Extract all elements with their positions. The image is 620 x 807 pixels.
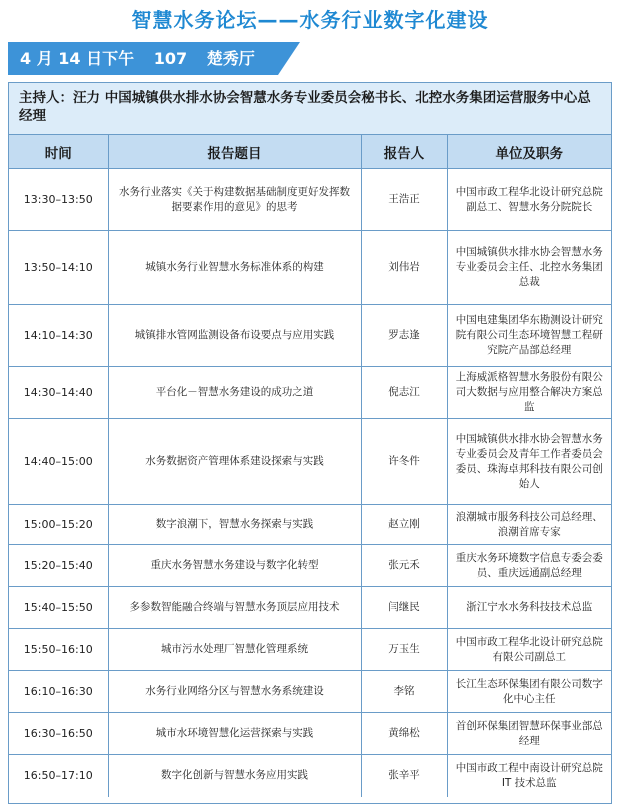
table-row [9,505,611,545]
session-room-name: 楚秀厅 [206,49,255,68]
cell-topic: 城镇排水管网监测设备布设要点与应用实践 [108,305,361,367]
cell-speaker: 张元禾 [361,545,447,587]
page-title: 智慧水务论坛——水务行业数字化建设 [131,8,489,32]
cell-time: 16:10–16:30 [9,671,108,713]
table-row [9,713,611,755]
cell-speaker: 李铭 [361,671,447,713]
cell-time: 16:50–17:10 [9,755,108,797]
session-room-number: 107 [153,49,188,68]
table-row [9,587,611,629]
host-info: 主持人：汪力 中国城镇供水排水协会智慧水务专业委员会秘书长、北控水务集团运营服务中心总经理 [9,83,611,135]
cell-org: 浪潮城市服务科技公司总经理、浪潮首席专家 [447,505,611,545]
cell-topic: 水务行业落实《关于构建数据基础制度更好发挥数据要素作用的意见》的思考 [108,169,361,231]
cell-time: 13:50–14:10 [9,231,108,305]
cell-org: 中国市政工程华北设计研究总院副总工、智慧水务分院院长 [447,169,611,231]
session-date: 4 月 14 日下午 [20,49,135,68]
cell-speaker: 张辛平 [361,755,447,797]
cell-org: 中国市政工程中南设计研究总院 IT 技术总监 [455,761,603,789]
table-row [9,545,611,587]
cell-speaker: 万玉生 [361,629,447,671]
header-time: 时间 [9,135,108,169]
table-row [9,419,611,505]
cell-speaker: 许冬件 [361,419,447,505]
cell-topic: 数字化创新与智慧水务应用实践 [108,755,361,797]
cell-topic: 水务数据资产管理体系建设探索与实践 [108,419,361,505]
cell-topic: 城市水环境智慧化运营探索与实践 [108,713,361,755]
cell-speaker: 倪志江 [361,367,447,419]
cell-org: 中国市政工程华北设计研究总院有限公司副总工 [447,629,611,671]
cell-time: 15:20–15:40 [9,545,108,587]
cell-org: 上海威派格智慧水务股份有限公司大数据与应用整合解决方案总监 [447,367,611,419]
cell-topic: 重庆水务智慧水务建设与数字化转型 [108,545,361,587]
agenda-table-container [8,82,612,804]
cell-org: 中国电建集团华东勘测设计研究院有限公司生态环境智慧工程研究院产品部总经理 [447,305,611,367]
header-topic: 报告题目 [108,135,361,169]
session-tab [8,42,278,75]
cell-org: 中国城镇供水排水协会智慧水务专业委员会及青年工作者委员会委员、珠海卓邦科技有限公司创始人 [447,419,611,505]
table-row [9,367,611,419]
cell-topic: 城市污水处理厂智慧化管理系统 [108,629,361,671]
cell-topic: 平台化－智慧水务建设的成功之道 [108,367,361,419]
cell-topic: 城镇水务行业智慧水务标准体系的构建 [108,231,361,305]
agenda-table [9,135,611,797]
table-header-row [9,135,611,169]
header-speaker: 报告人 [361,135,447,169]
table-row [9,305,611,367]
cell-time: 15:40–15:50 [9,587,108,629]
cell-org: 浙江宁水水务科技技术总监 [447,587,611,629]
cell-speaker: 罗志逢 [361,305,447,367]
cell-speaker: 王浩正 [361,169,447,231]
cell-org: 中国城镇供水排水协会智慧水务专业委员会主任、北控水务集团总裁 [447,231,611,305]
cell-topic: 多参数智能融合终端与智慧水务顶层应用技术 [108,587,361,629]
cell-time: 14:10–14:30 [9,305,108,367]
cell-speaker: 赵立刚 [361,505,447,545]
table-row [9,629,611,671]
cell-time: 14:30–14:40 [9,367,108,419]
cell-org: 重庆水务环境数字信息专委会委员、重庆远通副总经理 [447,545,611,587]
table-row [9,169,611,231]
cell-speaker: 闫继民 [361,587,447,629]
cell-time: 16:30–16:50 [9,713,108,755]
cell-speaker: 黄绵松 [361,713,447,755]
table-row [9,231,611,305]
cell-time: 15:00–15:20 [9,505,108,545]
header-org: 单位及职务 [447,135,611,169]
table-row [9,671,611,713]
cell-time: 13:30–13:50 [9,169,108,231]
cell-topic: 水务行业网络分区与智慧水务系统建设 [108,671,361,713]
cell-time: 15:50–16:10 [9,629,108,671]
cell-org: 首创环保集团智慧环保事业部总经理 [447,713,611,755]
table-row [9,755,611,797]
cell-org: 长江生态环保集团有限公司数字化中心主任 [447,671,611,713]
cell-speaker: 刘伟岩 [361,231,447,305]
cell-topic: 数字浪潮下，智慧水务探索与实践 [108,505,361,545]
cell-time: 14:40–15:00 [9,419,108,505]
